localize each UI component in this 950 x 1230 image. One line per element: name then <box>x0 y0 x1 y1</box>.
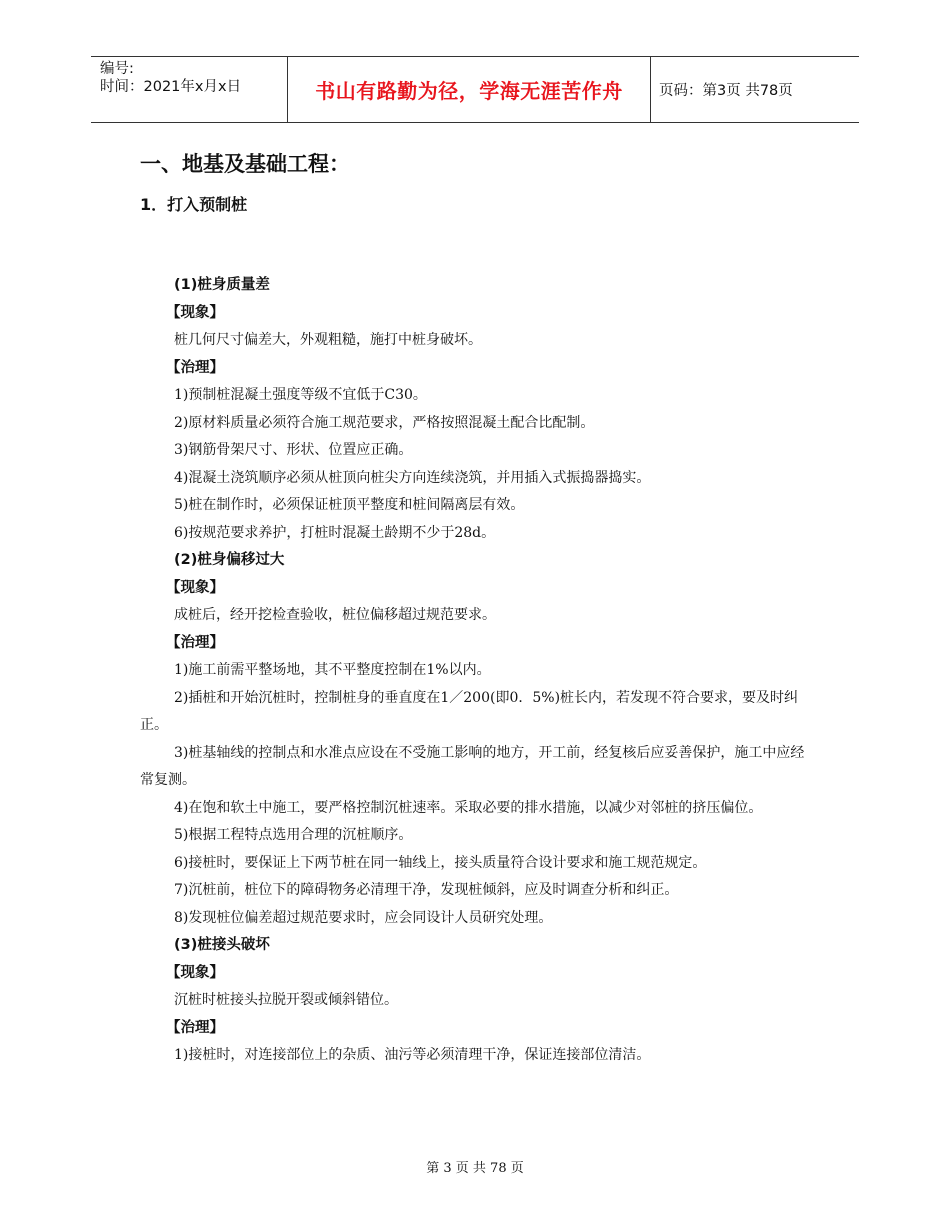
treatment-label: 【治理】 <box>166 1019 224 1036</box>
page-header <box>91 56 859 123</box>
treatment-item: 2)原材料质量必须符合施工规范要求，严格按照混凝土配合比配制。 <box>174 414 595 431</box>
treatment-item: 1)施工前需平整场地，其不平整度控制在1%以内。 <box>174 662 491 678</box>
spacer <box>140 220 810 272</box>
document-body <box>140 140 810 1070</box>
subsection-title: (2)桩身偏移过大 <box>174 552 285 568</box>
section-title: 1．打入预制桩 <box>140 195 248 214</box>
motto-text: 书山有路勤为径，学海无涯苦作舟 <box>315 79 623 103</box>
treatment-item: 6)按规范要求养护，打桩时混凝土龄期不少于28d。 <box>174 524 496 541</box>
phenomenon-text: 成桩后，经开挖检查验收，桩位偏移超过规范要求。 <box>174 607 496 623</box>
treatment-item: 1)预制桩混凝土强度等级不宜低于C30。 <box>174 387 427 403</box>
header-motto-cell <box>287 57 651 122</box>
subsection-title: (1)桩身质量差 <box>174 277 270 293</box>
phenomenon-label: 【现象】 <box>166 304 224 321</box>
treatment-item: 7)沉桩前，桩位下的障碍物务必清理干净，发现桩倾斜，应及时调查分析和纠正。 <box>174 882 679 898</box>
treatment-item: 4)在饱和软土中施工，要严格控制沉桩速率。采取必要的排水措施，以减少对邻桩的挤压偏位。 <box>174 799 763 816</box>
time-label: 时间：2021年x月x日 <box>100 79 242 95</box>
treatment-item: 5)桩在制作时，必须保证桩顶平整度和桩间隔离层有效。 <box>174 497 525 513</box>
treatment-item: 2)插桩和开始沉桩时，控制桩身的垂直度在1／200(即0．5%)桩长内，若发现不符合要求，要及时纠正。 <box>140 689 799 733</box>
treatment-item: 3)钢筋骨架尺寸、形状、位置应正确。 <box>174 442 413 458</box>
treatment-label: 【治理】 <box>166 634 224 651</box>
header-meta <box>91 57 287 122</box>
subsection-title: (3)桩接头破坏 <box>174 937 270 953</box>
treatment-item: 8)发现桩位偏差超过规范要求时，应会同设计人员研究处理。 <box>174 909 553 926</box>
treatment-item: 6)接桩时，要保证上下两节桩在同一轴线上，接头质量符合设计要求和施工规范规定。 <box>174 854 707 871</box>
header-page-cell <box>651 57 859 122</box>
page-label: 页码：第3页 共78页 <box>659 83 793 99</box>
treatment-item: 3)桩基轴线的控制点和水准点应设在不受施工影响的地方，开工前，经复核后应妥善保护，施工中应经常复测。 <box>140 744 805 788</box>
phenomenon-label: 【现象】 <box>166 964 224 981</box>
treatment-item: 5)根据工程特点选用合理的沉桩顺序。 <box>174 827 413 843</box>
treatment-label: 【治理】 <box>166 359 224 376</box>
chapter-title: 一、地基及基础工程： <box>140 152 350 176</box>
phenomenon-text: 桩几何尺寸偏差大，外观粗糙，施打中桩身破坏。 <box>174 332 482 348</box>
page-footer: 第 3 页 共 78 页 <box>426 1161 524 1176</box>
treatment-item: 4)混凝土浇筑顺序必须从桩顶向桩尖方向连续浇筑，并用插入式振捣器捣实。 <box>174 469 651 486</box>
phenomenon-text: 沉桩时桩接头拉脱开裂或倾斜错位。 <box>174 992 398 1008</box>
serial-label: 编号: <box>100 61 134 77</box>
treatment-item: 1)接桩时，对连接部位上的杂质、油污等必须清理干净，保证连接部位清洁。 <box>174 1047 651 1063</box>
phenomenon-label: 【现象】 <box>166 579 224 596</box>
